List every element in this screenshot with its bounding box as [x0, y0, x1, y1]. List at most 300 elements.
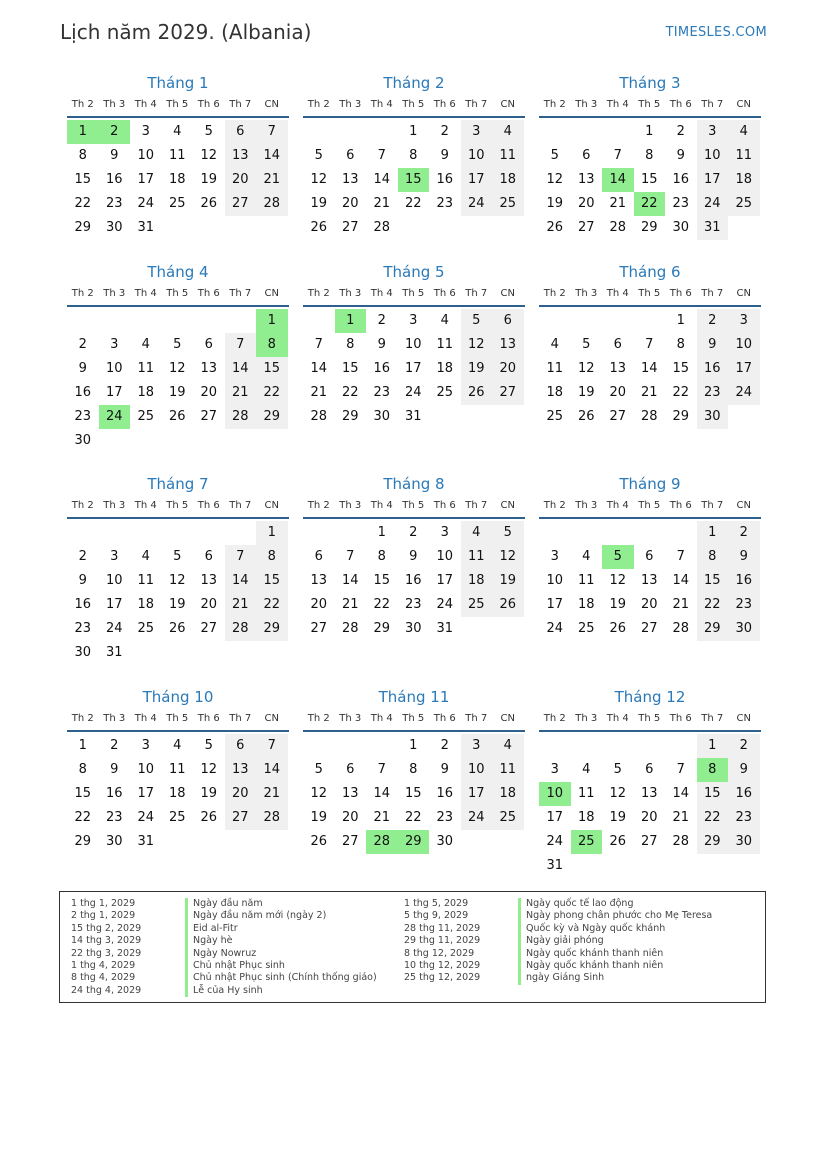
- day-cell[interactable]: 18: [168, 172, 186, 187]
- day-cell[interactable]: 25: [492, 192, 524, 216]
- day-cell[interactable]: 22: [341, 385, 359, 400]
- day-cell[interactable]: 5: [550, 148, 559, 163]
- day-cell[interactable]: 7: [676, 549, 685, 564]
- day-cell[interactable]: 17: [137, 786, 155, 801]
- holiday-day-cell[interactable]: 15: [398, 168, 430, 192]
- day-cell[interactable]: 13: [640, 573, 658, 588]
- day-cell[interactable]: 21: [225, 593, 257, 617]
- day-cell[interactable]: 16: [672, 172, 690, 187]
- day-cell[interactable]: 19: [200, 172, 218, 187]
- day-cell[interactable]: 19: [168, 385, 186, 400]
- day-cell[interactable]: 7: [676, 762, 685, 777]
- holiday-day-cell[interactable]: 28: [366, 830, 398, 854]
- day-cell[interactable]: 20: [577, 196, 595, 211]
- day-cell[interactable]: 16: [728, 569, 760, 593]
- day-cell[interactable]: 25: [728, 192, 760, 216]
- day-cell[interactable]: 4: [141, 549, 150, 564]
- day-cell[interactable]: 17: [461, 782, 493, 806]
- day-cell[interactable]: 16: [373, 361, 391, 376]
- day-cell[interactable]: 6: [225, 120, 257, 144]
- day-cell[interactable]: 19: [609, 597, 627, 612]
- day-cell[interactable]: 27: [640, 834, 658, 849]
- day-cell[interactable]: 3: [110, 337, 119, 352]
- day-cell[interactable]: 12: [546, 172, 564, 187]
- day-cell[interactable]: 13: [577, 172, 595, 187]
- day-cell[interactable]: 7: [225, 545, 257, 569]
- day-cell[interactable]: 19: [200, 786, 218, 801]
- day-cell[interactable]: 9: [440, 762, 449, 777]
- day-cell[interactable]: 19: [577, 385, 595, 400]
- day-cell[interactable]: 11: [577, 786, 595, 801]
- day-cell[interactable]: 13: [640, 786, 658, 801]
- day-cell[interactable]: 29: [74, 834, 92, 849]
- day-cell[interactable]: 5: [492, 521, 524, 545]
- day-cell[interactable]: 23: [74, 409, 92, 424]
- day-cell[interactable]: 24: [137, 196, 155, 211]
- day-cell[interactable]: 9: [110, 148, 119, 163]
- day-cell[interactable]: 27: [200, 409, 218, 424]
- day-cell[interactable]: 19: [168, 597, 186, 612]
- day-cell[interactable]: 12: [310, 786, 328, 801]
- day-cell[interactable]: 16: [74, 385, 92, 400]
- day-cell[interactable]: 18: [577, 597, 595, 612]
- day-cell[interactable]: 23: [697, 381, 729, 405]
- day-cell[interactable]: 11: [577, 573, 595, 588]
- day-cell[interactable]: 11: [492, 758, 524, 782]
- day-cell[interactable]: 26: [168, 409, 186, 424]
- day-cell[interactable]: 21: [256, 168, 288, 192]
- day-cell[interactable]: 31: [105, 645, 123, 660]
- day-cell[interactable]: 27: [200, 621, 218, 636]
- day-cell[interactable]: 21: [672, 597, 690, 612]
- day-cell[interactable]: 16: [728, 782, 760, 806]
- day-cell[interactable]: 25: [546, 409, 564, 424]
- day-cell[interactable]: 6: [582, 148, 591, 163]
- day-cell[interactable]: 19: [609, 810, 627, 825]
- day-cell[interactable]: 23: [105, 196, 123, 211]
- day-cell[interactable]: 28: [672, 834, 690, 849]
- day-cell[interactable]: 7: [346, 549, 355, 564]
- day-cell[interactable]: 26: [200, 196, 218, 211]
- day-cell[interactable]: 14: [310, 361, 328, 376]
- day-cell[interactable]: 30: [373, 409, 391, 424]
- day-cell[interactable]: 6: [645, 549, 654, 564]
- day-cell[interactable]: 12: [577, 361, 595, 376]
- day-cell[interactable]: 7: [225, 333, 257, 357]
- day-cell[interactable]: 12: [200, 762, 218, 777]
- day-cell[interactable]: 13: [492, 333, 524, 357]
- day-cell[interactable]: 8: [377, 549, 386, 564]
- day-cell[interactable]: 26: [577, 409, 595, 424]
- day-cell[interactable]: 14: [225, 569, 257, 593]
- day-cell[interactable]: 1: [78, 738, 87, 753]
- day-cell[interactable]: 6: [346, 148, 355, 163]
- day-cell[interactable]: 4: [141, 337, 150, 352]
- day-cell[interactable]: 9: [728, 545, 760, 569]
- day-cell[interactable]: 25: [461, 593, 493, 617]
- day-cell[interactable]: 14: [256, 144, 288, 168]
- day-cell[interactable]: 19: [310, 196, 328, 211]
- day-cell[interactable]: 8: [697, 545, 729, 569]
- day-cell[interactable]: 23: [74, 621, 92, 636]
- day-cell[interactable]: 6: [225, 734, 257, 758]
- day-cell[interactable]: 4: [173, 124, 182, 139]
- day-cell[interactable]: 17: [105, 385, 123, 400]
- day-cell[interactable]: 18: [546, 385, 564, 400]
- day-cell[interactable]: 3: [141, 738, 150, 753]
- day-cell[interactable]: 8: [346, 337, 355, 352]
- day-cell[interactable]: 17: [404, 361, 422, 376]
- day-cell[interactable]: 26: [168, 621, 186, 636]
- day-cell[interactable]: 24: [546, 834, 564, 849]
- day-cell[interactable]: 18: [168, 786, 186, 801]
- day-cell[interactable]: 30: [74, 645, 92, 660]
- day-cell[interactable]: 8: [409, 762, 418, 777]
- day-cell[interactable]: 6: [314, 549, 323, 564]
- day-cell[interactable]: 1: [256, 521, 288, 545]
- day-cell[interactable]: 23: [436, 196, 454, 211]
- day-cell[interactable]: 31: [404, 409, 422, 424]
- day-cell[interactable]: 3: [409, 313, 418, 328]
- day-cell[interactable]: 13: [609, 361, 627, 376]
- day-cell[interactable]: 10: [105, 573, 123, 588]
- day-cell[interactable]: 12: [168, 573, 186, 588]
- day-cell[interactable]: 23: [672, 196, 690, 211]
- day-cell[interactable]: 18: [137, 597, 155, 612]
- holiday-day-cell[interactable]: 24: [99, 405, 131, 429]
- day-cell[interactable]: 30: [697, 405, 729, 429]
- day-cell[interactable]: 28: [672, 621, 690, 636]
- day-cell[interactable]: 4: [492, 734, 524, 758]
- day-cell[interactable]: 1: [377, 525, 386, 540]
- day-cell[interactable]: 27: [609, 409, 627, 424]
- day-cell[interactable]: 3: [461, 120, 493, 144]
- day-cell[interactable]: 10: [461, 144, 493, 168]
- day-cell[interactable]: 3: [461, 734, 493, 758]
- day-cell[interactable]: 13: [341, 786, 359, 801]
- day-cell[interactable]: 17: [461, 168, 493, 192]
- day-cell[interactable]: 9: [728, 758, 760, 782]
- day-cell[interactable]: 20: [310, 597, 328, 612]
- day-cell[interactable]: 24: [404, 385, 422, 400]
- day-cell[interactable]: 19: [310, 810, 328, 825]
- day-cell[interactable]: 20: [225, 168, 257, 192]
- day-cell[interactable]: 26: [200, 810, 218, 825]
- day-cell[interactable]: 9: [78, 573, 87, 588]
- day-cell[interactable]: 21: [672, 810, 690, 825]
- day-cell[interactable]: 22: [74, 196, 92, 211]
- day-cell[interactable]: 14: [640, 361, 658, 376]
- day-cell[interactable]: 18: [728, 168, 760, 192]
- day-cell[interactable]: 20: [492, 357, 524, 381]
- day-cell[interactable]: 15: [404, 786, 422, 801]
- day-cell[interactable]: 14: [341, 573, 359, 588]
- day-cell[interactable]: 1: [676, 313, 685, 328]
- day-cell[interactable]: 3: [110, 549, 119, 564]
- holiday-day-cell[interactable]: 29: [398, 830, 430, 854]
- holiday-day-cell[interactable]: 8: [697, 758, 729, 782]
- day-cell[interactable]: 23: [728, 806, 760, 830]
- day-cell[interactable]: 14: [672, 573, 690, 588]
- day-cell[interactable]: 6: [204, 337, 213, 352]
- day-cell[interactable]: 21: [373, 810, 391, 825]
- day-cell[interactable]: 6: [346, 762, 355, 777]
- day-cell[interactable]: 21: [373, 196, 391, 211]
- day-cell[interactable]: 30: [404, 621, 422, 636]
- day-cell[interactable]: 15: [74, 172, 92, 187]
- day-cell[interactable]: 21: [640, 385, 658, 400]
- day-cell[interactable]: 1: [697, 521, 729, 545]
- day-cell[interactable]: 16: [436, 172, 454, 187]
- day-cell[interactable]: 16: [436, 786, 454, 801]
- day-cell[interactable]: 15: [256, 357, 288, 381]
- day-cell[interactable]: 20: [200, 385, 218, 400]
- day-cell[interactable]: 20: [200, 597, 218, 612]
- day-cell[interactable]: 16: [105, 172, 123, 187]
- day-cell[interactable]: 12: [168, 361, 186, 376]
- day-cell[interactable]: 18: [461, 569, 493, 593]
- day-cell[interactable]: 22: [697, 806, 729, 830]
- day-cell[interactable]: 6: [645, 762, 654, 777]
- day-cell[interactable]: 12: [461, 333, 493, 357]
- day-cell[interactable]: 26: [546, 220, 564, 235]
- day-cell[interactable]: 27: [225, 192, 257, 216]
- day-cell[interactable]: 22: [697, 593, 729, 617]
- day-cell[interactable]: 29: [256, 617, 288, 641]
- day-cell[interactable]: 27: [310, 621, 328, 636]
- day-cell[interactable]: 24: [461, 806, 493, 830]
- day-cell[interactable]: 2: [697, 309, 729, 333]
- day-cell[interactable]: 2: [728, 734, 760, 758]
- day-cell[interactable]: 27: [577, 220, 595, 235]
- day-cell[interactable]: 14: [225, 357, 257, 381]
- day-cell[interactable]: 26: [609, 834, 627, 849]
- day-cell[interactable]: 4: [492, 120, 524, 144]
- day-cell[interactable]: 8: [78, 762, 87, 777]
- holiday-day-cell[interactable]: 1: [256, 309, 288, 333]
- day-cell[interactable]: 5: [314, 148, 323, 163]
- day-cell[interactable]: 5: [314, 762, 323, 777]
- day-cell[interactable]: 24: [728, 381, 760, 405]
- day-cell[interactable]: 5: [173, 337, 182, 352]
- holiday-day-cell[interactable]: 1: [335, 309, 367, 333]
- day-cell[interactable]: 15: [640, 172, 658, 187]
- holiday-day-cell[interactable]: 1: [67, 120, 99, 144]
- day-cell[interactable]: 31: [137, 834, 155, 849]
- day-cell[interactable]: 11: [137, 361, 155, 376]
- day-cell[interactable]: 7: [613, 148, 622, 163]
- day-cell[interactable]: 13: [341, 172, 359, 187]
- day-cell[interactable]: 4: [440, 313, 449, 328]
- day-cell[interactable]: 29: [697, 830, 729, 854]
- day-cell[interactable]: 29: [697, 617, 729, 641]
- day-cell[interactable]: 13: [225, 144, 257, 168]
- day-cell[interactable]: 7: [377, 762, 386, 777]
- day-cell[interactable]: 16: [697, 357, 729, 381]
- day-cell[interactable]: 18: [577, 810, 595, 825]
- day-cell[interactable]: 12: [609, 786, 627, 801]
- day-cell[interactable]: 29: [341, 409, 359, 424]
- day-cell[interactable]: 28: [341, 621, 359, 636]
- day-cell[interactable]: 1: [409, 738, 418, 753]
- day-cell[interactable]: 2: [728, 521, 760, 545]
- day-cell[interactable]: 2: [440, 738, 449, 753]
- day-cell[interactable]: 7: [256, 120, 288, 144]
- day-cell[interactable]: 30: [105, 220, 123, 235]
- day-cell[interactable]: 14: [256, 758, 288, 782]
- day-cell[interactable]: 15: [697, 569, 729, 593]
- day-cell[interactable]: 20: [341, 810, 359, 825]
- holiday-day-cell[interactable]: 5: [602, 545, 634, 569]
- day-cell[interactable]: 15: [256, 569, 288, 593]
- day-cell[interactable]: 10: [105, 361, 123, 376]
- day-cell[interactable]: 18: [492, 782, 524, 806]
- day-cell[interactable]: 24: [105, 621, 123, 636]
- day-cell[interactable]: 17: [436, 573, 454, 588]
- day-cell[interactable]: 22: [74, 810, 92, 825]
- day-cell[interactable]: 20: [640, 597, 658, 612]
- day-cell[interactable]: 14: [672, 786, 690, 801]
- brand-link[interactable]: TIMESLES.COM: [665, 25, 767, 40]
- day-cell[interactable]: 28: [225, 405, 257, 429]
- day-cell[interactable]: 9: [409, 549, 418, 564]
- day-cell[interactable]: 31: [546, 858, 564, 873]
- day-cell[interactable]: 25: [137, 621, 155, 636]
- day-cell[interactable]: 8: [645, 148, 654, 163]
- day-cell[interactable]: 31: [697, 216, 729, 240]
- day-cell[interactable]: 15: [697, 782, 729, 806]
- day-cell[interactable]: 23: [105, 810, 123, 825]
- holiday-day-cell[interactable]: 25: [571, 830, 603, 854]
- day-cell[interactable]: 9: [697, 333, 729, 357]
- day-cell[interactable]: 28: [640, 409, 658, 424]
- day-cell[interactable]: 11: [728, 144, 760, 168]
- day-cell[interactable]: 11: [546, 361, 564, 376]
- day-cell[interactable]: 11: [168, 762, 186, 777]
- day-cell[interactable]: 1: [645, 124, 654, 139]
- holiday-day-cell[interactable]: 8: [256, 333, 288, 357]
- day-cell[interactable]: 3: [697, 120, 729, 144]
- day-cell[interactable]: 21: [609, 196, 627, 211]
- day-cell[interactable]: 28: [609, 220, 627, 235]
- day-cell[interactable]: 22: [256, 593, 288, 617]
- day-cell[interactable]: 21: [341, 597, 359, 612]
- day-cell[interactable]: 24: [137, 810, 155, 825]
- day-cell[interactable]: 19: [546, 196, 564, 211]
- day-cell[interactable]: 18: [137, 385, 155, 400]
- day-cell[interactable]: 11: [168, 148, 186, 163]
- day-cell[interactable]: 19: [461, 357, 493, 381]
- day-cell[interactable]: 12: [200, 148, 218, 163]
- day-cell[interactable]: 17: [546, 810, 564, 825]
- day-cell[interactable]: 2: [78, 337, 87, 352]
- day-cell[interactable]: 17: [728, 357, 760, 381]
- day-cell[interactable]: 11: [461, 545, 493, 569]
- day-cell[interactable]: 7: [314, 337, 323, 352]
- day-cell[interactable]: 7: [645, 337, 654, 352]
- day-cell[interactable]: 27: [341, 220, 359, 235]
- day-cell[interactable]: 10: [546, 573, 564, 588]
- day-cell[interactable]: 24: [461, 192, 493, 216]
- day-cell[interactable]: 13: [200, 361, 218, 376]
- day-cell[interactable]: 1: [697, 734, 729, 758]
- day-cell[interactable]: 29: [256, 405, 288, 429]
- day-cell[interactable]: 16: [105, 786, 123, 801]
- day-cell[interactable]: 23: [436, 810, 454, 825]
- day-cell[interactable]: 28: [310, 409, 328, 424]
- day-cell[interactable]: 21: [256, 782, 288, 806]
- day-cell[interactable]: 10: [137, 762, 155, 777]
- day-cell[interactable]: 28: [256, 806, 288, 830]
- day-cell[interactable]: 13: [310, 573, 328, 588]
- day-cell[interactable]: 15: [672, 361, 690, 376]
- day-cell[interactable]: 18: [492, 168, 524, 192]
- day-cell[interactable]: 27: [225, 806, 257, 830]
- day-cell[interactable]: 26: [310, 834, 328, 849]
- day-cell[interactable]: 12: [310, 172, 328, 187]
- day-cell[interactable]: 12: [492, 545, 524, 569]
- day-cell[interactable]: 17: [105, 597, 123, 612]
- day-cell[interactable]: 31: [137, 220, 155, 235]
- day-cell[interactable]: 23: [728, 593, 760, 617]
- day-cell[interactable]: 7: [256, 734, 288, 758]
- day-cell[interactable]: 26: [492, 593, 524, 617]
- day-cell[interactable]: 2: [377, 313, 386, 328]
- day-cell[interactable]: 4: [173, 738, 182, 753]
- holiday-day-cell[interactable]: 14: [602, 168, 634, 192]
- day-cell[interactable]: 15: [341, 361, 359, 376]
- day-cell[interactable]: 22: [672, 385, 690, 400]
- day-cell[interactable]: 22: [404, 196, 422, 211]
- day-cell[interactable]: 18: [436, 361, 454, 376]
- day-cell[interactable]: 23: [373, 385, 391, 400]
- day-cell[interactable]: 31: [436, 621, 454, 636]
- day-cell[interactable]: 3: [728, 309, 760, 333]
- day-cell[interactable]: 11: [137, 573, 155, 588]
- day-cell[interactable]: 11: [436, 337, 454, 352]
- day-cell[interactable]: 10: [404, 337, 422, 352]
- day-cell[interactable]: 22: [404, 810, 422, 825]
- day-cell[interactable]: 9: [377, 337, 386, 352]
- day-cell[interactable]: 25: [436, 385, 454, 400]
- day-cell[interactable]: 16: [404, 573, 422, 588]
- day-cell[interactable]: 26: [609, 621, 627, 636]
- day-cell[interactable]: 30: [105, 834, 123, 849]
- day-cell[interactable]: 25: [577, 621, 595, 636]
- day-cell[interactable]: 7: [377, 148, 386, 163]
- day-cell[interactable]: 29: [74, 220, 92, 235]
- holiday-day-cell[interactable]: 10: [539, 782, 571, 806]
- day-cell[interactable]: 10: [461, 758, 493, 782]
- day-cell[interactable]: 3: [550, 549, 559, 564]
- day-cell[interactable]: 25: [137, 409, 155, 424]
- day-cell[interactable]: 20: [609, 385, 627, 400]
- day-cell[interactable]: 30: [672, 220, 690, 235]
- day-cell[interactable]: 8: [78, 148, 87, 163]
- day-cell[interactable]: 2: [409, 525, 418, 540]
- day-cell[interactable]: 2: [78, 549, 87, 564]
- day-cell[interactable]: 10: [728, 333, 760, 357]
- day-cell[interactable]: 11: [492, 144, 524, 168]
- day-cell[interactable]: 21: [310, 385, 328, 400]
- day-cell[interactable]: 20: [640, 810, 658, 825]
- day-cell[interactable]: 13: [200, 573, 218, 588]
- day-cell[interactable]: 6: [613, 337, 622, 352]
- day-cell[interactable]: 15: [373, 573, 391, 588]
- day-cell[interactable]: 27: [640, 621, 658, 636]
- day-cell[interactable]: 12: [609, 573, 627, 588]
- day-cell[interactable]: 30: [74, 433, 92, 448]
